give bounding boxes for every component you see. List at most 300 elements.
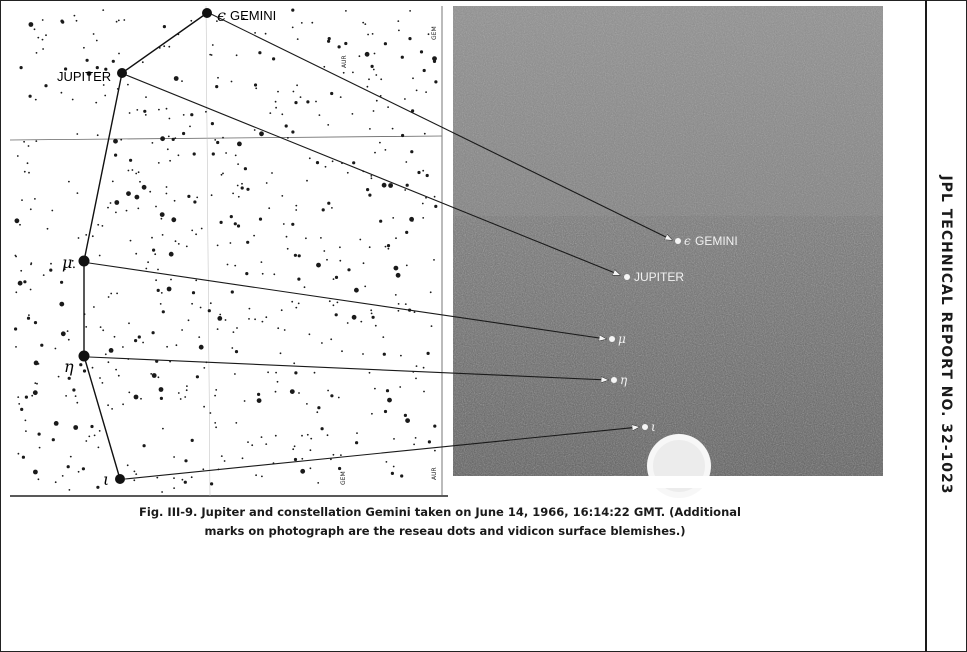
- chart-background-star: [360, 321, 362, 323]
- chart-background-star: [168, 136, 170, 138]
- chart-background-star: [75, 395, 77, 397]
- chart-background-star: [116, 293, 118, 295]
- chart-background-star: [36, 383, 38, 385]
- chart-background-star: [96, 486, 99, 489]
- chart-background-star: [39, 447, 41, 449]
- chart-background-star: [169, 160, 171, 162]
- chart-background-star: [118, 20, 120, 22]
- chart-background-star: [181, 80, 183, 82]
- chart-background-star: [61, 92, 63, 94]
- chart-background-star: [317, 482, 319, 484]
- chart-background-star: [368, 78, 370, 80]
- chart-background-star: [162, 428, 164, 430]
- chart-background-star: [138, 171, 140, 173]
- chart-background-star: [181, 329, 183, 331]
- chart-background-star: [251, 444, 253, 446]
- chart-background-star: [323, 66, 325, 68]
- chart-background-star: [127, 464, 129, 466]
- chart-background-star: [416, 365, 418, 367]
- chart-background-star: [86, 59, 89, 62]
- chart-background-star: [115, 369, 117, 371]
- chart-background-star: [78, 471, 80, 473]
- chart-background-star: [178, 392, 180, 394]
- chart-label-mu: μ: [62, 253, 73, 272]
- chart-background-star: [286, 236, 288, 238]
- chart-background-star: [235, 155, 237, 157]
- chart-background-star: [143, 444, 146, 447]
- chart-background-star: [37, 37, 39, 39]
- chart-background-star: [398, 30, 400, 32]
- chart-background-star: [272, 57, 275, 60]
- chart-star-iota: [115, 474, 125, 484]
- chart-background-star: [392, 217, 394, 219]
- chart-background-star: [430, 291, 432, 293]
- chart-background-star: [169, 252, 174, 257]
- chart-background-star: [73, 425, 78, 430]
- chart-background-star: [145, 268, 147, 270]
- chart-background-star: [55, 348, 57, 350]
- chart-background-star: [338, 467, 341, 470]
- chart-background-star: [166, 193, 168, 195]
- chart-background-star: [352, 113, 354, 115]
- photograph-blemish-cut: [640, 476, 720, 488]
- chart-background-star: [149, 191, 151, 193]
- chart-background-star: [128, 392, 130, 394]
- chart-margin-tag: AUR: [431, 467, 438, 480]
- chart-background-star: [333, 304, 335, 306]
- chart-background-star: [309, 157, 311, 159]
- chart-background-star: [241, 186, 244, 189]
- chart-background-star: [413, 444, 415, 446]
- chart-background-star: [30, 264, 32, 266]
- chart-background-star: [51, 210, 53, 212]
- chart-background-star: [40, 344, 43, 347]
- chart-background-star: [298, 254, 301, 257]
- chart-background-star: [129, 112, 131, 114]
- chart-background-star: [294, 458, 297, 461]
- chart-background-star: [295, 209, 297, 211]
- chart-background-star: [36, 52, 38, 54]
- chart-background-star: [191, 303, 193, 305]
- chart-background-star: [94, 435, 96, 437]
- chart-background-star: [283, 223, 285, 225]
- chart-background-star: [14, 327, 17, 330]
- chart-background-star: [322, 208, 325, 211]
- chart-background-star: [315, 101, 317, 103]
- chart-background-star: [231, 81, 233, 83]
- chart-background-star: [294, 445, 296, 447]
- chart-background-star: [387, 398, 392, 403]
- chart-background-star: [155, 206, 157, 208]
- chart-background-star: [307, 434, 309, 436]
- chart-background-star: [99, 430, 101, 432]
- chart-background-star: [374, 152, 376, 154]
- chart-background-star: [103, 84, 105, 86]
- chart-background-star: [160, 212, 165, 217]
- chart-background-star: [275, 372, 277, 374]
- chart-background-star: [297, 278, 300, 281]
- vidicon-photograph-panel: [453, 6, 883, 498]
- chart-background-star: [166, 108, 168, 110]
- chart-background-star: [338, 45, 341, 48]
- chart-background-star: [309, 333, 311, 335]
- chart-background-star: [405, 303, 407, 305]
- chart-background-star: [328, 37, 331, 40]
- chart-background-star: [145, 114, 147, 116]
- chart-background-star: [305, 237, 307, 239]
- chart-margin-tag: AUR: [341, 55, 348, 68]
- chart-background-star: [245, 272, 248, 275]
- chart-background-star: [388, 183, 393, 188]
- chart-background-star: [372, 316, 375, 319]
- chart-background-star: [215, 85, 218, 88]
- chart-background-star: [399, 386, 401, 388]
- chart-background-star: [287, 248, 289, 250]
- chart-label-eta: η: [64, 357, 74, 376]
- chart-background-star: [244, 167, 247, 170]
- chart-background-star: [15, 255, 17, 257]
- chart-background-star: [420, 50, 423, 53]
- chart-background-star: [347, 322, 349, 324]
- chart-background-star: [310, 438, 312, 440]
- chart-background-star: [76, 133, 78, 135]
- chart-background-star: [405, 161, 407, 163]
- chart-background-star: [173, 487, 175, 489]
- chart-background-star: [265, 443, 267, 445]
- chart-background-star: [15, 291, 17, 293]
- chart-background-star: [338, 397, 340, 399]
- chart-background-star: [405, 231, 408, 234]
- chart-background-star: [397, 20, 399, 22]
- chart-background-star: [163, 25, 166, 28]
- chart-background-star: [428, 33, 430, 35]
- chart-background-star: [392, 128, 394, 130]
- chart-background-star: [339, 260, 341, 262]
- chart-background-star: [217, 316, 222, 321]
- chart-background-star: [129, 159, 132, 162]
- chart-background-star: [404, 98, 406, 100]
- chart-background-star: [352, 72, 354, 74]
- chart-background-star: [385, 149, 387, 151]
- chart-background-star: [61, 331, 66, 336]
- chart-background-star: [294, 101, 297, 104]
- chart-background-star: [28, 314, 30, 316]
- chart-planet-jupiter: [117, 68, 127, 78]
- chart-background-star: [297, 38, 299, 40]
- chart-background-star: [159, 387, 164, 392]
- chart-background-star: [374, 388, 376, 390]
- chart-background-star: [174, 76, 179, 81]
- chart-background-star: [33, 470, 38, 475]
- chart-background-star: [261, 261, 263, 263]
- chart-background-star: [374, 53, 376, 55]
- chart-background-star: [416, 90, 418, 92]
- chart-margin-tag: GEM: [340, 471, 347, 485]
- chart-background-star: [311, 22, 313, 24]
- chart-background-star: [408, 37, 411, 40]
- chart-background-star: [175, 240, 177, 242]
- chart-background-star: [152, 373, 157, 378]
- chart-background-star: [97, 224, 99, 226]
- chart-background-star: [396, 273, 401, 278]
- chart-background-star: [160, 303, 162, 305]
- chart-background-star: [67, 465, 70, 468]
- chart-background-star: [215, 426, 217, 428]
- chart-background-star: [375, 74, 377, 76]
- chart-background-star: [247, 441, 249, 443]
- chart-background-star: [95, 102, 97, 104]
- chart-background-star: [214, 139, 216, 141]
- chart-background-star: [321, 342, 323, 344]
- chart-background-star: [275, 391, 277, 393]
- chart-background-star: [281, 309, 283, 311]
- chart-background-star: [237, 163, 239, 165]
- chart-background-star: [409, 10, 411, 12]
- chart-background-star: [231, 347, 233, 349]
- chart-background-star: [277, 327, 279, 329]
- chart-background-star: [347, 172, 349, 174]
- chart-background-star: [370, 309, 372, 311]
- chart-background-star: [44, 84, 47, 87]
- chart-background-star: [184, 396, 186, 398]
- chart-background-star: [254, 83, 257, 86]
- chart-background-star: [158, 162, 160, 164]
- chart-background-star: [25, 396, 28, 399]
- chart-background-star: [211, 122, 214, 125]
- chart-background-star: [384, 42, 387, 45]
- chart-background-star: [235, 422, 237, 424]
- star-chart-panel: [10, 6, 448, 496]
- chart-background-star: [45, 34, 47, 36]
- chart-background-star: [329, 300, 331, 302]
- chart-background-star: [30, 289, 32, 291]
- chart-background-star: [275, 101, 277, 103]
- chart-background-star: [72, 388, 75, 391]
- chart-background-star: [330, 394, 333, 397]
- chart-background-star: [38, 363, 40, 365]
- chart-background-star: [300, 469, 305, 474]
- chart-background-star: [34, 321, 37, 324]
- chart-background-star: [61, 21, 64, 24]
- chart-background-star: [166, 346, 168, 348]
- chart-background-star: [210, 412, 212, 414]
- chart-background-star: [111, 408, 113, 410]
- chart-background-star: [422, 203, 424, 205]
- chart-background-star: [371, 177, 373, 179]
- chart-background-star: [35, 99, 37, 101]
- chart-background-star: [242, 457, 244, 459]
- chart-background-star: [293, 362, 295, 364]
- chart-background-star: [216, 141, 219, 144]
- chart-background-star: [107, 404, 109, 406]
- chart-background-star: [362, 22, 364, 24]
- chart-background-star: [417, 171, 420, 174]
- chart-background-star: [17, 396, 19, 398]
- chart-background-star: [267, 371, 269, 373]
- chart-background-star: [198, 336, 200, 338]
- chart-background-star: [337, 302, 339, 304]
- chart-background-star: [412, 220, 414, 222]
- chart-background-star: [428, 440, 431, 443]
- chart-background-star: [341, 350, 343, 352]
- chart-background-star: [65, 395, 67, 397]
- chart-background-star: [232, 193, 234, 195]
- chart-background-star: [237, 224, 240, 227]
- chart-background-star: [320, 237, 322, 239]
- chart-background-star: [70, 456, 72, 458]
- photo-label-eta: η: [620, 373, 628, 387]
- chart-background-star: [62, 475, 64, 477]
- chart-background-star: [373, 110, 375, 112]
- chart-background-star: [317, 406, 320, 409]
- chart-background-star: [330, 338, 332, 340]
- chart-background-star: [38, 433, 41, 436]
- chart-background-star: [281, 113, 283, 115]
- chart-background-star: [237, 185, 239, 187]
- chart-background-star: [187, 195, 190, 198]
- chart-background-star: [339, 246, 341, 248]
- chart-background-star: [193, 152, 196, 155]
- chart-background-star: [68, 181, 70, 183]
- photo-star-eta: [611, 377, 617, 383]
- chart-background-star: [294, 371, 297, 374]
- chart-background-star: [18, 281, 23, 286]
- chart-background-star: [424, 133, 426, 135]
- chart-background-star: [210, 482, 213, 485]
- chart-background-star: [246, 241, 249, 244]
- chart-background-star: [215, 389, 217, 391]
- chart-background-star: [102, 382, 104, 384]
- chart-background-star: [395, 294, 397, 296]
- chart-background-star: [433, 259, 435, 261]
- chart-background-star: [225, 152, 227, 154]
- chart-background-star: [145, 96, 147, 98]
- chart-background-star: [314, 372, 316, 374]
- chart-background-star: [120, 139, 122, 141]
- photo-label-epsilon: ϵ: [684, 234, 691, 248]
- chart-background-star: [88, 436, 90, 438]
- chart-background-star: [17, 155, 19, 157]
- chart-background-star: [287, 137, 289, 139]
- chart-background-star: [422, 170, 424, 172]
- chart-background-star: [135, 253, 137, 255]
- chart-background-star: [102, 225, 104, 227]
- chart-background-star: [208, 309, 211, 312]
- chart-background-star: [398, 303, 400, 305]
- chart-background-star: [126, 191, 131, 196]
- chart-background-star: [122, 346, 124, 348]
- chart-background-star: [27, 317, 30, 320]
- chart-background-star: [18, 453, 20, 455]
- chart-background-star: [268, 207, 270, 209]
- chart-background-star: [52, 438, 55, 441]
- chart-background-star: [167, 148, 169, 150]
- chart-background-star: [42, 19, 44, 21]
- chart-background-star: [379, 220, 382, 223]
- chart-background-star: [212, 44, 214, 46]
- chart-background-star: [20, 270, 22, 272]
- chart-background-star: [391, 472, 394, 475]
- chart-background-star: [269, 112, 271, 114]
- chart-background-star: [135, 195, 140, 200]
- chart-background-star: [167, 287, 172, 292]
- chart-background-star: [306, 403, 308, 405]
- chart-background-star: [161, 292, 163, 294]
- chart-background-star: [90, 425, 93, 428]
- chart-background-star: [301, 22, 303, 24]
- chart-background-star: [327, 434, 329, 436]
- figure-caption: [120, 503, 760, 541]
- chart-background-star: [255, 87, 257, 89]
- chart-background-star: [301, 435, 303, 437]
- chart-background-star: [169, 118, 171, 120]
- chart-background-star: [319, 114, 321, 116]
- photo-label-gemini: GEMINI: [695, 234, 738, 248]
- chart-background-star: [244, 400, 246, 402]
- chart-background-star: [367, 86, 369, 88]
- chart-background-star: [292, 27, 294, 29]
- chart-background-star: [316, 411, 318, 413]
- chart-background-star: [280, 352, 282, 354]
- chart-background-star: [170, 279, 172, 281]
- chart-background-star: [423, 69, 426, 72]
- chart-background-star: [423, 367, 425, 369]
- chart-background-star: [174, 200, 176, 202]
- chart-background-star: [385, 246, 387, 248]
- chart-background-star: [118, 53, 120, 55]
- chart-background-star: [214, 395, 216, 397]
- chart-background-star: [28, 172, 30, 174]
- chart-background-star: [406, 184, 409, 187]
- chart-background-star: [96, 40, 98, 42]
- chart-background-star: [434, 80, 437, 83]
- chart-background-star: [50, 263, 52, 265]
- chart-background-star: [434, 196, 436, 198]
- chart-background-star: [147, 261, 149, 263]
- chart-background-star: [248, 318, 250, 320]
- chart-background-star: [110, 202, 112, 204]
- chart-background-star: [190, 20, 192, 22]
- chart-background-star: [184, 459, 187, 462]
- chart-background-star: [265, 33, 267, 35]
- chart-background-star: [434, 450, 436, 452]
- chart-background-star: [108, 296, 110, 298]
- chart-background-star: [230, 215, 233, 218]
- chart-background-star: [236, 54, 238, 56]
- chart-background-star: [316, 161, 319, 164]
- chart-background-star: [211, 194, 213, 196]
- chart-background-star: [27, 162, 29, 164]
- chart-background-star: [426, 174, 429, 177]
- chart-background-star: [293, 91, 295, 93]
- chart-background-star: [433, 60, 436, 63]
- chart-background-star: [126, 210, 128, 212]
- photo-label-iota: ι: [651, 420, 656, 434]
- chart-background-star: [277, 381, 279, 383]
- chart-background-star: [359, 55, 361, 57]
- chart-background-star: [367, 34, 369, 36]
- chart-background-star: [156, 477, 158, 479]
- caption-line-1: Fig. III-9. Jupiter and constellation Gemini taken on June 14, 1966, 16:14:22 GMT. (Additional: [139, 505, 741, 519]
- chart-background-star: [162, 234, 164, 236]
- photo-label-mu: μ: [618, 332, 626, 346]
- chart-background-star: [262, 321, 264, 323]
- chart-background-star: [58, 376, 60, 378]
- chart-background-star: [85, 326, 87, 328]
- chart-background-star: [122, 403, 124, 405]
- chart-background-star: [21, 199, 23, 201]
- chart-background-star: [364, 23, 366, 25]
